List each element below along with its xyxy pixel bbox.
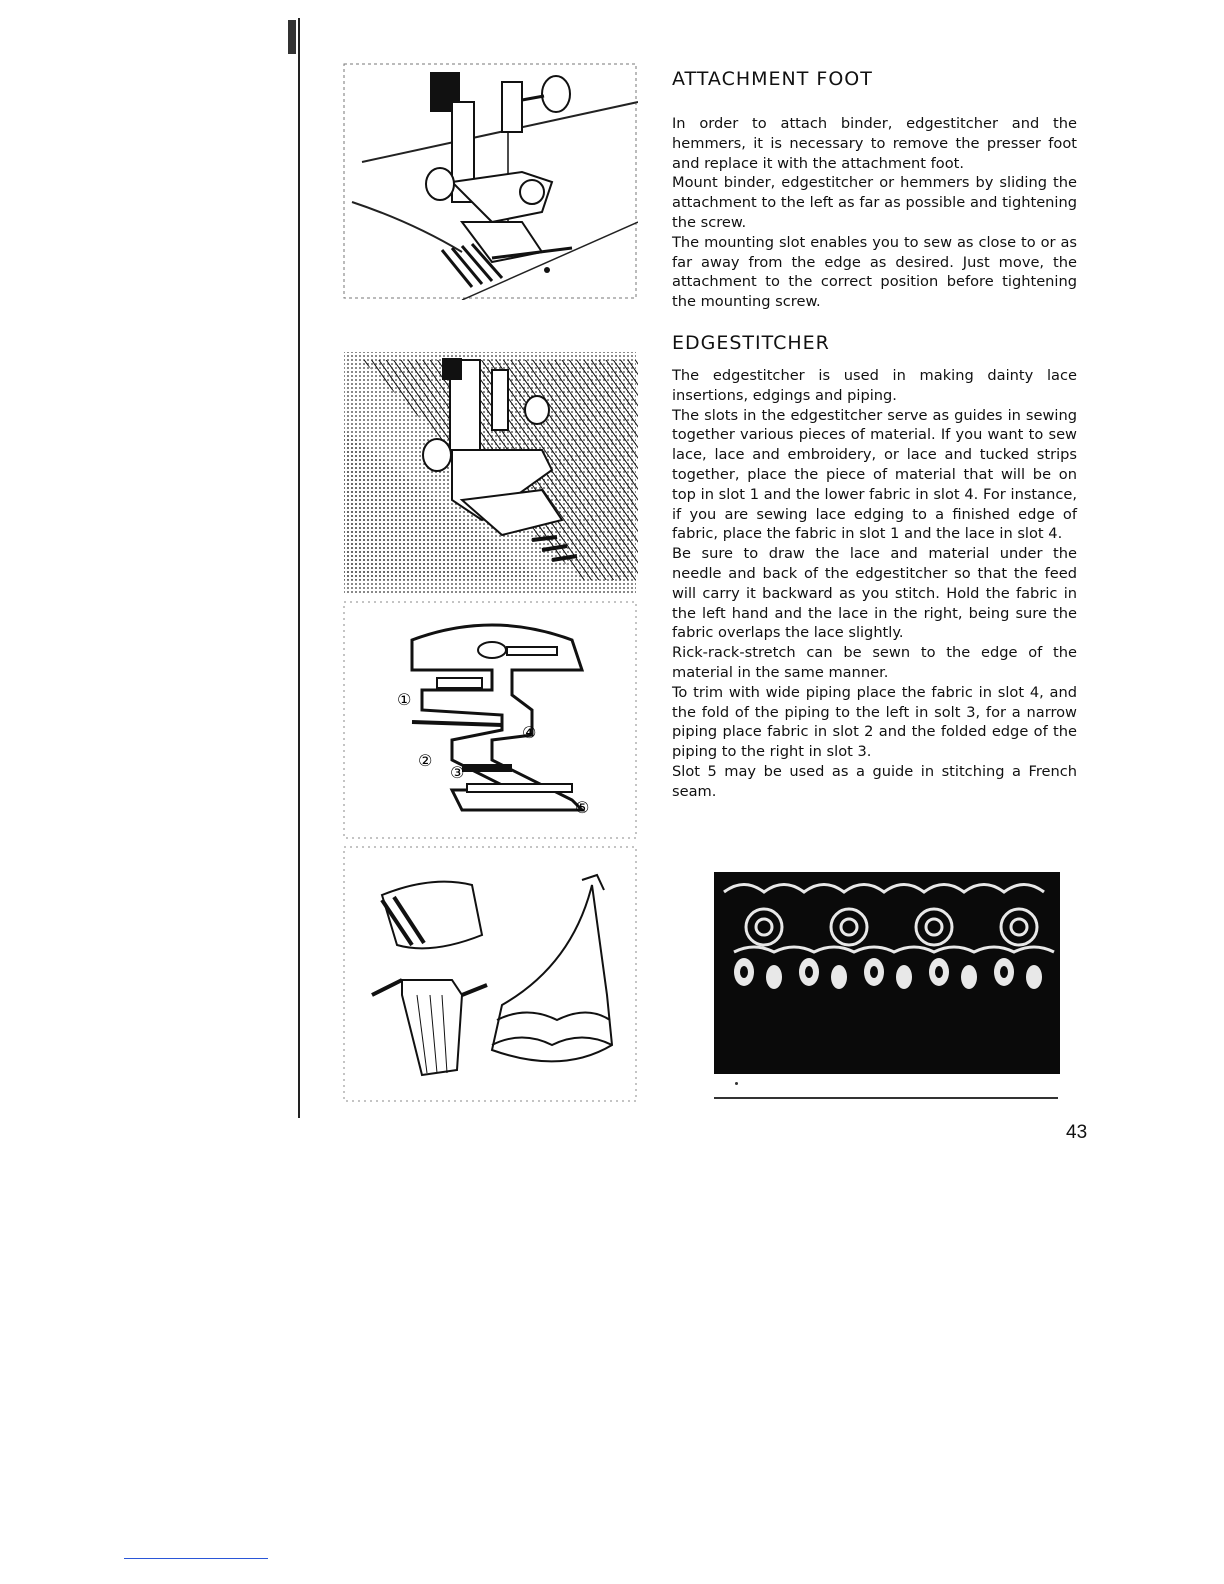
paragraph: Mount binder, edgestitcher or hemmers by sliding the attachment to the left as far as possible and tightening the screw. (672, 174, 1077, 231)
rule-line (714, 1097, 1058, 1099)
paragraph: The edgestitcher is used in making dainty lace insertions, edgings and piping. (672, 367, 1077, 404)
section-body-attachment-foot (672, 114, 1077, 312)
section-body-edgestitcher (672, 366, 1077, 802)
paragraph: Slot 5 may be used as a guide in stitching a French seam. (672, 762, 1077, 800)
garment-examples-illustration (342, 845, 638, 1103)
speck (735, 1082, 738, 1085)
section-title-edgestitcher: EDGESTITCHER (672, 332, 830, 354)
slot-3-label: ③ (450, 763, 465, 782)
binding-mark (288, 20, 296, 54)
slot-1-label: ① (397, 690, 412, 709)
slot-2-label: ② (418, 751, 433, 770)
paragraph: To trim with wide piping place the fabric in slot 4, and the fold of the piping to the left in solt 3, for a narrow piping place fabric in slot 2 and the folded edge of the piping to the right in slot 3. (672, 683, 1077, 761)
attachment-foot-illustration (342, 62, 638, 300)
paragraph: Rick-rack-stretch can be sewn to the edge of the material in the same manner. (672, 644, 1077, 681)
edgestitcher-mounted-illustration (342, 350, 638, 595)
paragraph: In order to attach binder, edgestitcher and the hemmers, it is necessary to remove the presser foot and replace it with the attachment foot. (672, 115, 1077, 172)
page-number: 43 (1066, 1122, 1088, 1143)
paragraph: The slots in the edgestitcher serve as guides in sewing together various pieces of material. If you want to sew lace, lace and embroidery, or lace and tucked strips together, place the piece of material that will be on top in slot 1 and the lower fabric in slot 4. For instance, if you are sewing lace edging to a finished edge of fabric, place the fabric in slot 1 and the lace in slot 4. (672, 406, 1077, 543)
footer-underline (124, 1558, 268, 1559)
edgestitcher-slots-illustration (342, 600, 638, 840)
paragraph: Be sure to draw the lace and material under the needle and back of the edgestitcher so that the feed will carry it backward as you stitch. Hold the fabric in the left hand and the lace in the right, being sure the fabric overlaps the lace slightly. (672, 545, 1077, 642)
paragraph: The mounting slot enables you to sew as close to or as far away from the edge as desired. Just move, the attachment to the correct position before tightening the mounting screw. (672, 233, 1077, 311)
slot-4-label: ④ (522, 723, 537, 742)
section-title-attachment-foot: ATTACHMENT FOOT (672, 68, 873, 90)
slot-5-label: ⑤ (575, 798, 590, 817)
binding-line (298, 18, 300, 1118)
lace-sample-photo (714, 872, 1060, 1074)
